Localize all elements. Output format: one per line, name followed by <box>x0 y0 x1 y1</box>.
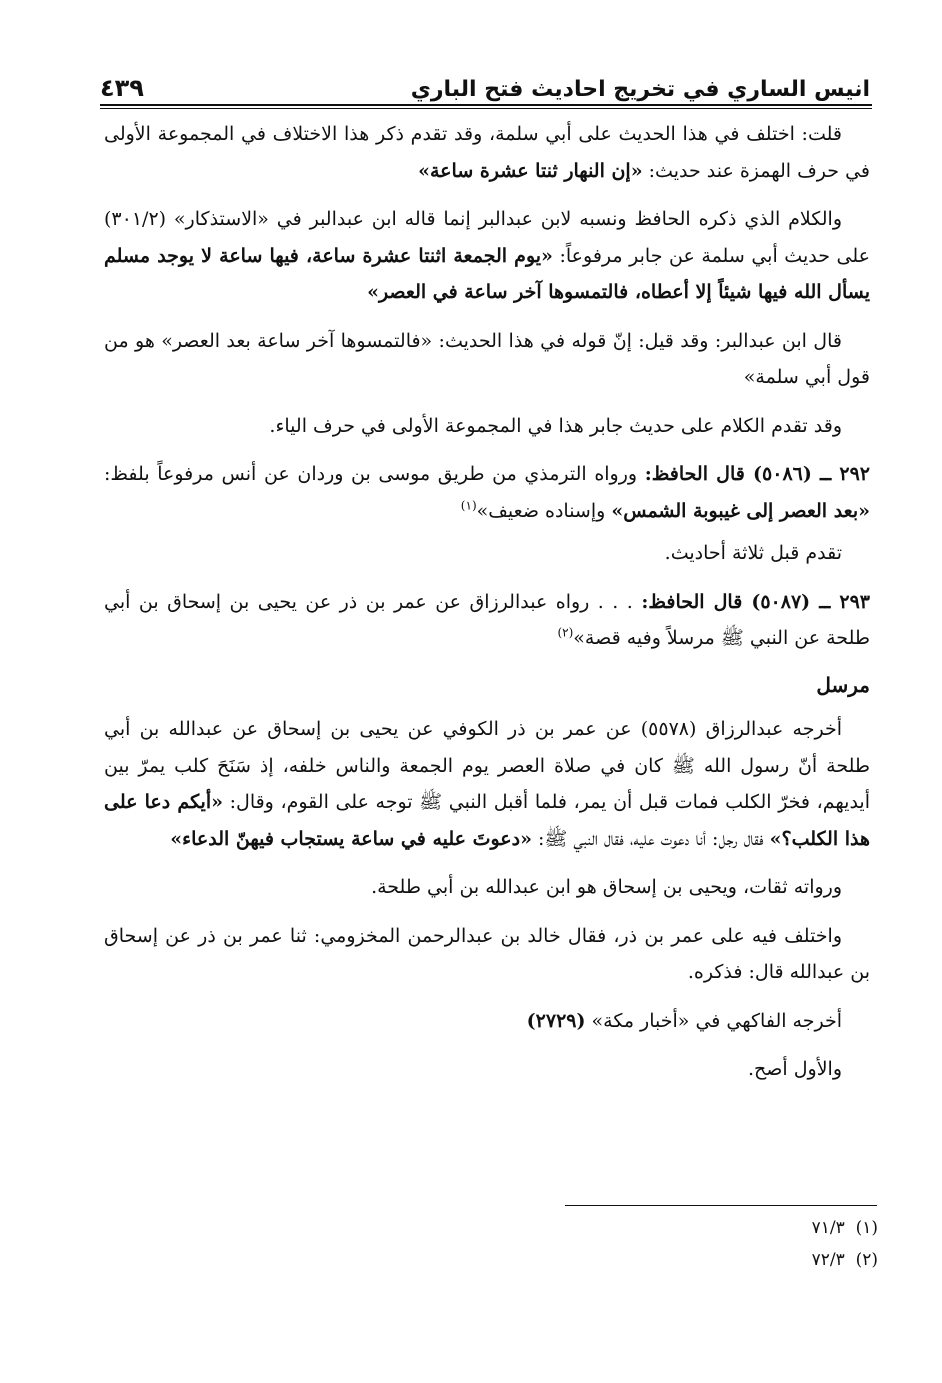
footnote-1-ref: ٧١/٣ <box>811 1218 845 1238</box>
entry-292-head: ٢٩٢ ــ (٥٠٨٦) قال الحافظ: <box>644 463 870 485</box>
paragraph-3: قال ابن عبدالبر: وقد قيل: إنّ قوله في هذا الحديث: «فالتمسوها آخر ساعة بعد العصر» هو من قول أبي سلمة» <box>104 329 870 388</box>
entry-292-body: ورواه الترمذي من طريق موسى بن وردان عن أنس مرفوعاً بلفظ: <box>104 463 645 485</box>
takhrij-1-text: أخرجه عبدالرزاق (٥٥٧٨) عن عمر بن ذر الكوفي عن يحيى بن إسحاق عن عبدالله بن أبي طلحة أنّ رسول الله ﷺ كان في صلاة العصر يوم الجمعة والناس خلفه، إذ سَنَحَ كلب يمرّ بين أيديهم، فخرّ الكلب فمات قبل أن يمر، فلما أقبل النبي ﷺ توجه على القوم، وقال: <box>104 718 871 813</box>
takhrij-4-text: أخرجه الفاكهي في «أخبار مكة» <box>585 1009 842 1032</box>
section-title-mursal: مرسل <box>816 672 870 697</box>
paragraph-2-text: والكلام الذي ذكره الحافظ ونسبه لابن عبدالبر إنما قاله ابن عبدالبر في «الاستذكار» (٣٠١/٢) على حديث أبي سلمة عن جابر مرفوعاً: <box>104 208 870 267</box>
takhrij-4-number: (٢٧٢٩) <box>526 1009 586 1032</box>
entry-292-note: تقدم قبل ثلاثة أحاديث. <box>664 542 842 564</box>
takhrij-paragraph-2: ورواته ثقات، ويحيى بن إسحاق هو ابن عبدالله بن أبي طلحة. <box>371 876 842 898</box>
footnote-divider <box>565 1205 877 1206</box>
takhrij-paragraph-4 <box>104 1003 870 1040</box>
paragraph-2-quote: «يوم الجمعة اثنتا عشرة ساعة، فيها ساعة لا يوجد مسلم يسأل الله فيها شيئاً إلا أعطاه، فالتمسوها آخر ساعة في العصر» <box>104 244 870 303</box>
hadith-entry-292 <box>104 456 870 572</box>
footnote-1-number: (١) <box>855 1218 878 1238</box>
entry-292-quote: «بعد العصر إلى غيبوبة الشمس» <box>611 499 870 522</box>
takhrij-1-quote-1: «أيكم دعا على هذا الكلب؟» <box>104 791 870 850</box>
footnote-1 <box>600 1212 878 1244</box>
takhrij-paragraph-5: والأول أصح. <box>747 1058 842 1080</box>
paragraph-1-quote: «إن النهار ثنتا عشرة ساعة» <box>418 159 643 182</box>
footnote-marker-1[interactable]: (١) <box>460 498 477 513</box>
entry-293-body: . . . رواه عبدالرزاق عن عمر بن ذر عن يحيى بن إسحاق بن أبي طلحة عن النبي ﷺ مرسلاً وفيه قصة» <box>104 590 870 649</box>
page-body <box>104 116 870 1100</box>
entry-293-text <box>104 584 870 657</box>
running-header <box>100 66 870 102</box>
takhrij-paragraph-3: واختلف فيه على عمر بن ذر، فقال خالد بن عبدالرحمن المخزومي: ثنا عمر بن ذر عن إسحاق بن عبدالله قال: فذكره. <box>104 924 870 983</box>
footnote-2-number: (٢) <box>855 1250 878 1270</box>
header-divider <box>100 104 872 109</box>
page-number: ٤٣٩ <box>100 74 144 102</box>
footnote-2-ref: ٧٢/٣ <box>811 1250 845 1270</box>
footnotes <box>600 1212 878 1276</box>
paragraph-1-text: قلت: اختلف في هذا الحديث على أبي سلمة، وقد تقدم ذكر هذا الاختلاف في المجموعة الأولى في حرف الهمزة عند حديث: <box>104 123 870 182</box>
paragraph-2 <box>104 201 870 311</box>
footnote-2 <box>600 1244 878 1276</box>
takhrij-1-text-2: فقال رجل: أنا دعوت عليه، فقال النبي ﷺ: <box>531 827 770 850</box>
footnote-marker-2[interactable]: (٢) <box>557 625 574 640</box>
paragraph-1 <box>104 116 870 189</box>
takhrij-1-quote-2: «دعوتَ عليه في ساعة يستجاب فيهنّ الدعاء» <box>170 827 532 850</box>
book-title: انيس الساري في تخريج احاديث فتح الباري <box>410 77 870 102</box>
hadith-entry-293 <box>104 584 870 657</box>
entry-293-head: ٢٩٣ ــ (٥٠٨٧) قال الحافظ: <box>641 590 871 613</box>
entry-292-tail: وإسناده ضعيف» <box>476 499 612 522</box>
paragraph-4: وقد تقدم الكلام على حديث جابر هذا في المجموعة الأولى في حرف الياء. <box>269 414 842 437</box>
entry-292-text <box>104 456 870 529</box>
takhrij-paragraph-1 <box>104 711 870 857</box>
